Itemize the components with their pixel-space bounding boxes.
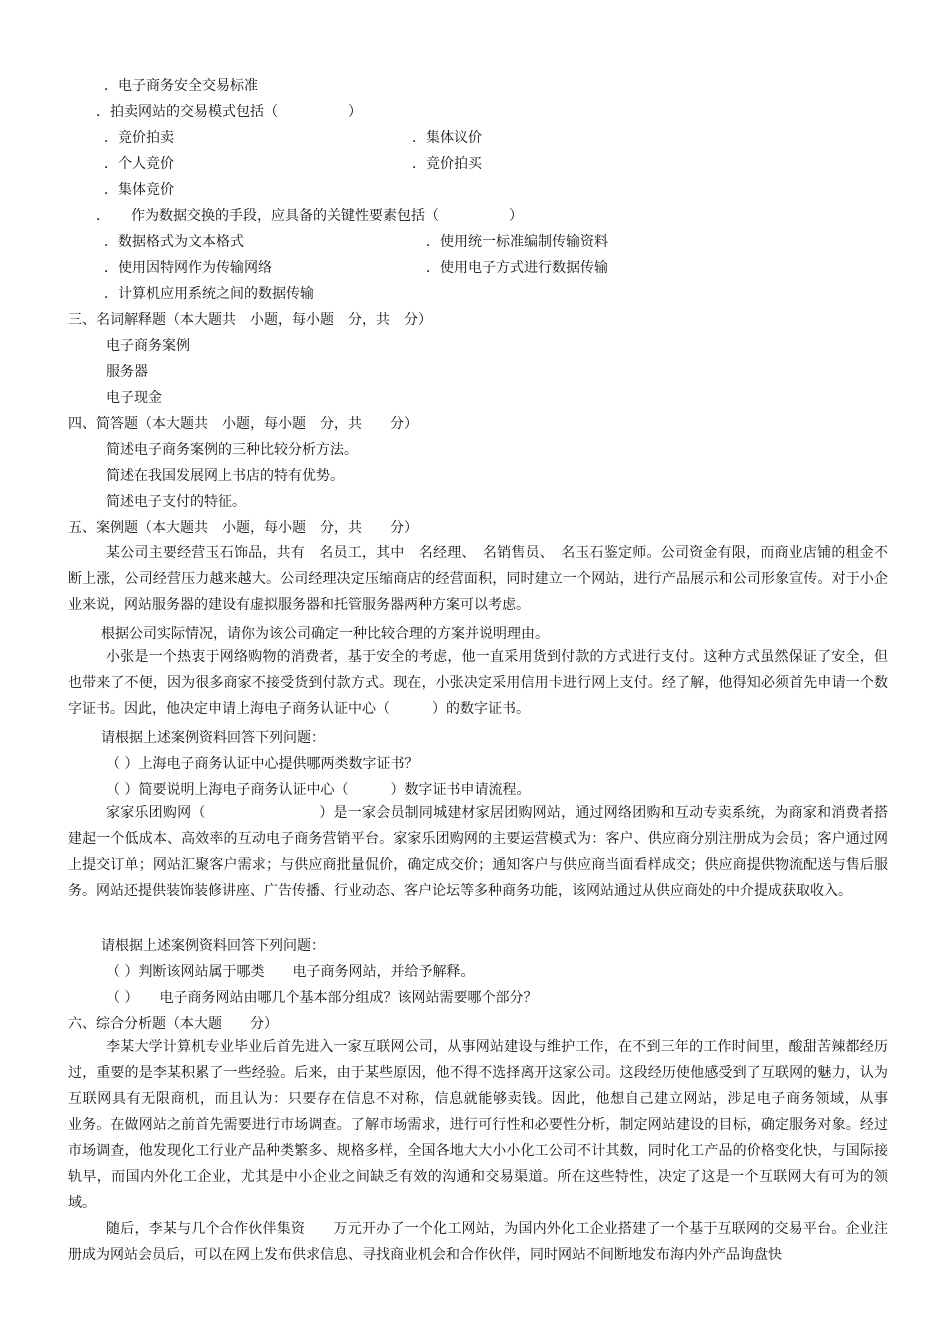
section-heading: 三、名词解释题（本大题共 小题，每小题 分，共 分） (68, 312, 432, 328)
option-line: ．集体议价 (412, 130, 482, 146)
case-paragraph: 某公司主要经营玉石饰品，共有 名员工，其中 名经理、 名销售员、 名玉石鉴定师。公司资金有限，而商业店铺的租金不断上涨，公司经营压力越来越大。公司经理决定压缩商店的经营面积，同时建立一个网站，进行产品展示和公司形象宣传。对于小企业来说，网站服务器的建设有虚拟服务器和托管服务器两种方案可以考虑。 (68, 545, 888, 613)
case-question: 根据公司实际情况，请你为该公司确定一种比较合理的方案并说明理由。 (101, 626, 549, 642)
question-line: ． 作为数据交换的手段，应具备的关键性要素包括（ ） (96, 208, 523, 224)
section-heading: 四、简答题（本大题共 小题，每小题 分，共 分） (68, 416, 418, 432)
question-line: ．拍卖网站的交易模式包括（ ） (96, 104, 362, 120)
option-line: ．数据格式为文本格式 (104, 234, 244, 250)
option-line: ．使用因特网作为传输网络 (104, 260, 272, 276)
case-question: （ ）简要说明上海电子商务认证中心（ ）数字证书申请流程。 (106, 782, 531, 798)
term-item: 电子商务案例 (106, 338, 190, 354)
term-item: 电子现金 (106, 390, 162, 406)
option-line: ．使用统一标准编制传输资料 (426, 234, 608, 250)
section-heading: 五、案例题（本大题共 小题，每小题 分，共 分） (68, 520, 418, 536)
option-line: ．集体竞价 (104, 182, 174, 198)
case-question: （ ）判断该网站属于哪类 电子商务网站，并给予解释。 (106, 964, 475, 980)
option-line: ．电子商务安全交易标准 (104, 78, 258, 94)
case-prompt: 请根据上述案例资料回答下列问题： (101, 938, 325, 954)
analysis-paragraph: 李某大学计算机专业毕业后首先进入一家互联网公司，从事网站建设与维护工作，在不到三年的工作时间里，酸甜苦辣都经历过，重要的是李某积累了一些经验。后来，由于某些原因，他不得不选择离开这家公司。这段经历使他感受到了互联网的魅力，认为互联网具有无限商机，而且认为：只要存在信息不对称，信息就能够卖钱。因此，他想自己建立网站，涉足电子商务领域，从事 业务。在做网站之前首先需要进行市场调查。了解市场需求，进行可行性和必要性分析，制定网站建设的目标，确定服务对象。经过市场调查，他发现化工行业产品种类繁多、规格多样，全国各地大大小小化工公司不计其数，同时化工产品的价格变化快，与国际接轨早，而国内外化工企业，尤其是中小企业之间缺乏有效的沟通和交易渠道。所在这些特性，决定了这是一个互联网大有可为的领域。 (68, 1039, 916, 1211)
option-line: ．个人竞价 (104, 156, 174, 172)
case-paragraph: 小张是一个热衷于网络购物的消费者，基于安全的考虑，他一直采用货到付款的方式进行支付。这种方式虽然保证了安全，但也带来了不便，因为很多商家不接受货到付款方式。现在，小张决定采用信用卡进行网上支付。经了解，他得知必须首先申请一个数字证书。因此，他决定申请上海电子商务认证中心（ ）的数字证书。 (68, 649, 888, 717)
option-line: ．竞价拍买 (412, 156, 482, 172)
option-line: ．使用电子方式进行数据传输 (426, 260, 608, 276)
case-question: （ ） 电子商务网站由哪几个基本部分组成？该网站需要哪个部分？ (106, 990, 538, 1006)
case-paragraph: 家家乐团购网（ ）是一家会员制同城建材家居团购网站，通过网络团购和互动专卖系统，为商家和消费者搭建起一个低成本、高效率的互动电子商务营销平台。家家乐团购网的主要运营模式为：客户、供应商分别注册成为会员；客户通过网上提交订单；网站汇聚客户需求；与供应商批量侃价，确定成交价；通知客户与供应商当面看样成交；供应商提供物流配送与售后服务。网站还提供装饰装修讲座、广告传播、行业动态、客户论坛等多种商务功能，该网站通过从供应商处的中介提成获取收入。 (68, 805, 888, 899)
option-line: ．计算机应用系统之间的数据传输 (104, 286, 314, 302)
short-answer-item: 简述电子商务案例的三种比较分析方法。 (106, 442, 358, 458)
analysis-paragraph: 随后，李某与几个合作伙伴集资 万元开办了一个化工网站，为国内外化工企业搭建了一个基于互联网的交易平台。企业注册成为网站会员后，可以在网上发布供求信息、寻找商业机会和合作伙伴，同时网站不间断地发布海内外产品询盘快 (68, 1221, 888, 1263)
case-prompt: 请根据上述案例资料回答下列问题： (101, 730, 325, 746)
short-answer-item: 简述在我国发展网上书店的特有优势。 (106, 468, 344, 484)
section-heading: 六、综合分析题（本大题 分） (68, 1016, 278, 1032)
term-item: 服务器 (106, 364, 148, 380)
option-line: ．竞价拍卖 (104, 130, 174, 146)
short-answer-item: 简述电子支付的特征。 (106, 494, 246, 510)
case-question: （ ）上海电子商务认证中心提供哪两类数字证书？ (106, 756, 419, 772)
